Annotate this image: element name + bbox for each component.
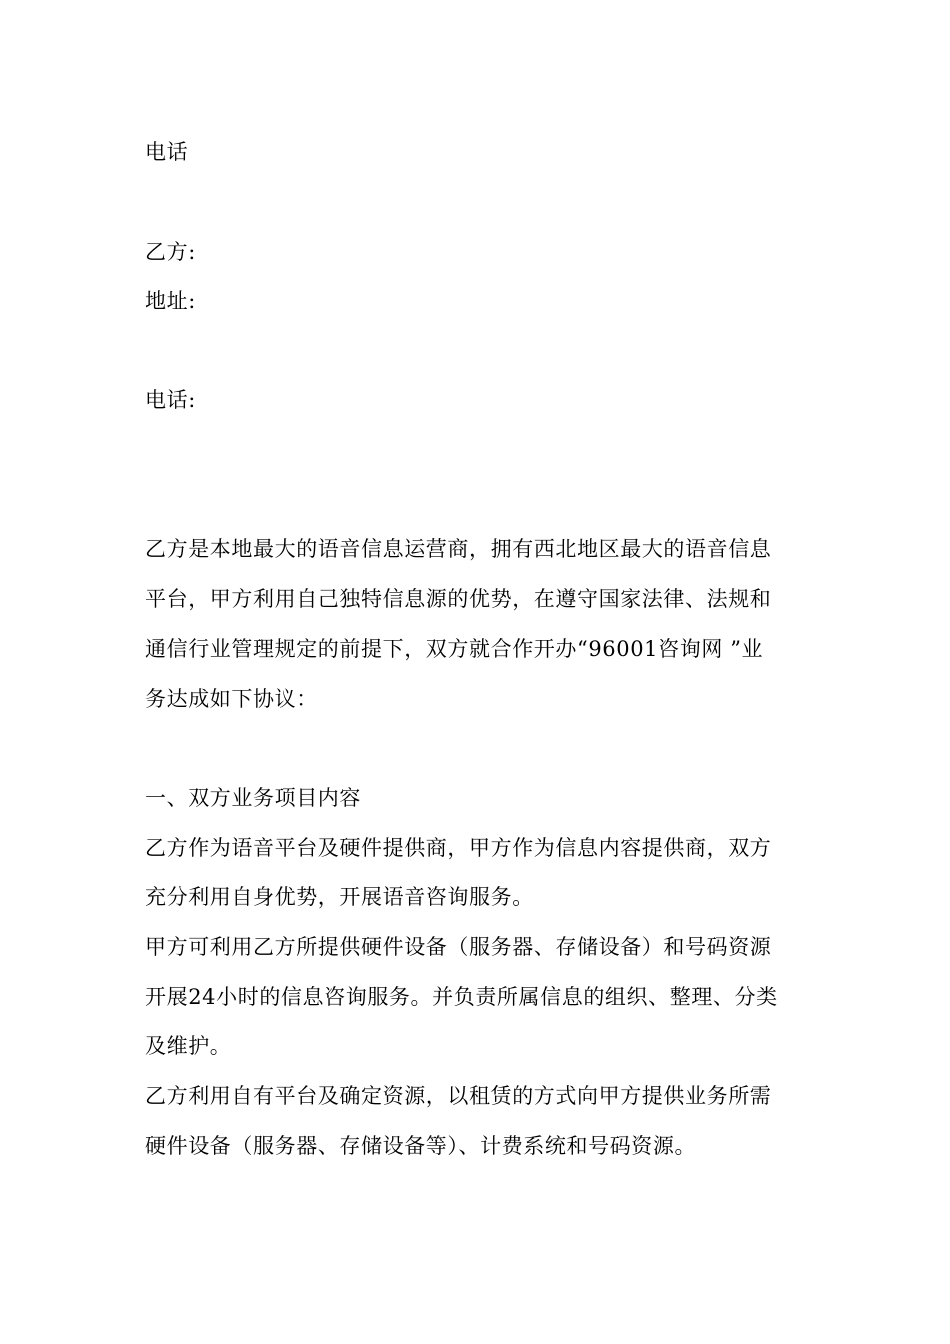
section-1-line-7: 硬件设备（服务器、存储设备等）、计费系统和号码资源。	[145, 1134, 697, 1158]
section-1-line-3: 甲方可利用乙方所提供硬件设备（服务器、存储设备）和号码资源	[145, 935, 772, 959]
intro-line-4: 务达成如下协议：	[145, 687, 318, 711]
section-1-heading: 一、双方业务项目内容	[145, 786, 361, 810]
intro-line-1: 乙方是本地最大的语音信息运营商，拥有西北地区最大的语音信息	[145, 537, 772, 561]
section-1-line-1: 乙方作为语音平台及硬件提供商，甲方作为信息内容提供商，双方	[145, 836, 772, 860]
section-1-line-2: 充分利用自身优势，开展语音咨询服务。	[145, 885, 534, 909]
party-b-label: 乙方:	[145, 240, 196, 264]
intro-line-2: 平台，甲方利用自己独特信息源的优势，在遵守国家法律、法规和	[145, 587, 772, 611]
party-b-address-label: 地址:	[145, 289, 196, 313]
party-b-phone-label: 电话:	[145, 388, 196, 412]
section-1-line-5: 及维护。	[145, 1034, 232, 1058]
section-1-line-6: 乙方利用自有平台及确定资源，以租赁的方式向甲方提供业务所需	[145, 1084, 772, 1108]
intro-line-3: 通信行业管理规定的前提下，双方就合作开办“96001咨询网 ”业	[145, 637, 764, 661]
phone-label-a: 电话	[145, 140, 189, 164]
section-1-line-4: 开展24小时的信息咨询服务。并负责所属信息的组织、整理、分类	[145, 985, 778, 1009]
